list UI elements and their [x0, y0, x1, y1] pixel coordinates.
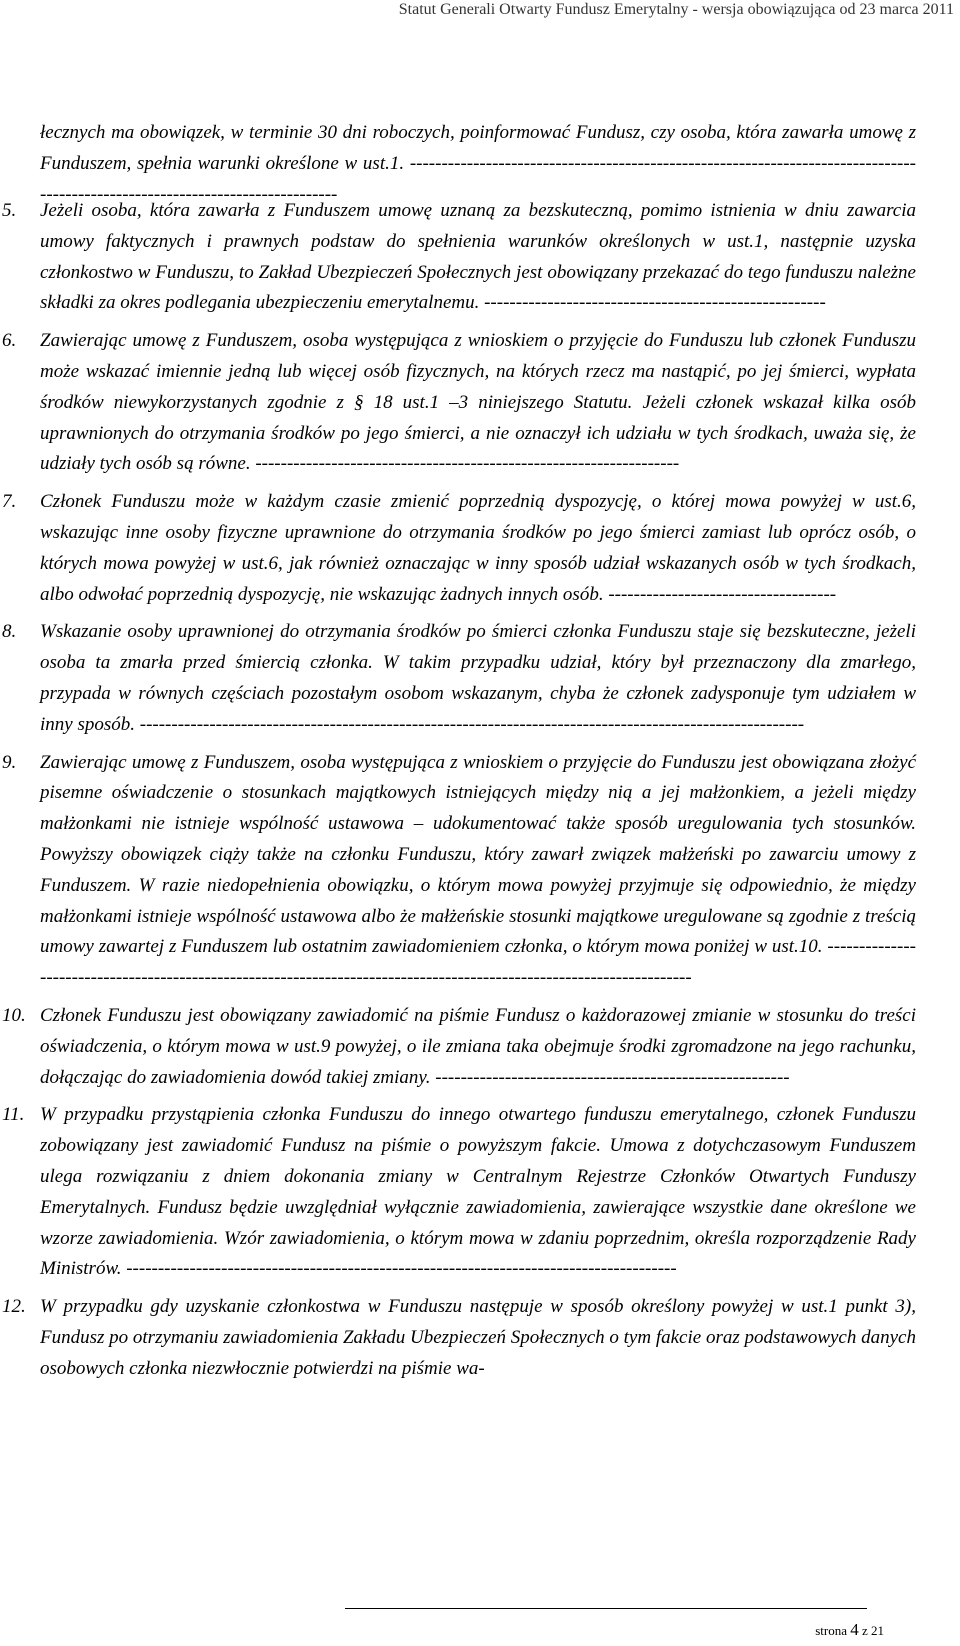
paragraph-7	[2, 487, 916, 610]
paragraph-text: Jeżeli osoba, która zawarła z Funduszem umowę uznaną za bezskuteczną, pomimo istnienia w dniu zawarcia umowy faktycznych i prawnych podstaw do spełnienia warunków określonych w ust.1, następnie uzyska członkostwo w Funduszu, to Zakład Ubezpieczeń Społecznych jest obowiązany przekazać do tego funduszu należne składki za okres podlegania ubezpieczeniu emerytalnemu. ------------------------------------------------------	[40, 200, 916, 314]
page-number	[815, 1620, 884, 1640]
paragraph-number: 8.	[2, 621, 17, 643]
paragraph-text: Członek Funduszu jest obowiązany zawiadomić na piśmie Fundusz o każdorazowej zmianie w stosunku do treści oświadczenia, o którym mowa w ust.9 powyżej, o ile zmiana taka obejmuje środki zgromadzone na jego rachunku, dołączając do zawiadomienia dowód takiej zmiany. --------------------------------------------------------	[40, 1004, 916, 1088]
paragraph-6	[2, 326, 916, 480]
intro-paragraph: łecznych ma obowiązek, w terminie 30 dni roboczych, poinformować Fundusz, czy osoba, która zawarła umowę z Funduszem, spełnia warunki określone w ust.1. -------------------------------------------------------------------------------------------------------------------------------	[40, 122, 916, 205]
paragraph-number: 6.	[2, 330, 17, 352]
paragraph-5	[2, 196, 916, 319]
paragraph-number: 10.	[2, 1004, 26, 1026]
numbered-paragraph-list	[0, 196, 960, 1391]
page-suffix: z 21	[861, 1623, 884, 1638]
footer-divider	[345, 1608, 867, 1609]
paragraph-number: 7.	[2, 491, 17, 513]
paragraph-12	[2, 1292, 916, 1384]
document-header: Statut Generali Otwarty Fundusz Emerytalny - wersja obowiązująca od 23 marca 2011	[398, 1, 954, 18]
paragraph-text: Członek Funduszu może w każdym czasie zmienić poprzednią dyspozycję, o której mowa powyżej w ust.6, wskazując inne osoby fizyczne uprawnione do otrzymania środków po jego śmierci zamiast lub oprócz osób, o których mowa powyżej w ust.6, jak również oznaczając w inny sposób udział wskazanych osób w tych środkach, albo odwołać poprzednią dyspozycję, nie wskazując żadnych innych osób. ------------------------------------	[40, 491, 916, 605]
paragraph-text: Zawierając umowę z Funduszem, osoba występująca z wnioskiem o przyjęcie do Funduszu lub członek Funduszu może wskazać imiennie jedną lub więcej osób fizycznych, na których rzecz ma nastąpić, po jej śmierci, wypłata środków niewykorzystanych zgodnie z § 18 ust.1 –3 niniejszego Statutu. Jeżeli członek wskazał kilka osób uprawnionych do otrzymania środków po jego śmierci, a nie oznaczył ich udziału w tych środkach, uważa się, że udziały tych osób są równe. -------------------------------------------------------------------	[40, 330, 916, 475]
paragraph-number: 12.	[2, 1296, 26, 1318]
paragraph-9	[2, 748, 916, 994]
paragraph-text: Zawierając umowę z Funduszem, osoba występująca z wnioskiem o przyjęcie do Funduszu jest obowiązana złożyć pisemne oświadczenie o stosunkach majątkowych istniejących między nią a jej małżonkiem, a jeżeli między małżonkami nie istnieje wspólność ustawowa – udokumentować także sposób uregulowania tych stosunków. Powyższy obowiązek ciąży także na członku Funduszu, który zawarł związek małżeński po zawarciu umowy z Funduszem. W razie niedopełnienia obowiązku, o którym mowa powyżej przyjmuje się odpowiednio, że między małżonkami istnieje wspólność ustawowa albo że małżeńskie stosunki majątkowe uregulowane są zgodnie z treścią umowy zawartej z Funduszem lub ostatnim zawiadomieniem członka, o którym mowa poniżej w ust.10. ---------------------------------------------------------------------------------------------------------------------	[40, 751, 916, 989]
paragraph-8	[2, 617, 916, 740]
paragraph-number: 9.	[2, 751, 17, 773]
paragraph-text: Wskazanie osoby uprawnionej do otrzymania środków po śmierci członka Funduszu staje się bezskuteczne, jeżeli osoba ta zmarła przed śmiercią członka. W takim przypadku udział, który był przeznaczony dla zmarłego, przypada w równych częściach pozostałym osobom wskazanym, chyba że członek zadysponuje tym udziałem w inny sposób. ---------------------------------------------------------------------------------------------------------	[40, 621, 916, 735]
paragraph-number: 11.	[2, 1104, 25, 1126]
paragraph-text: W przypadku gdy uzyskanie członkostwa w Funduszu następuje w sposób określony powyżej w ust.1 punkt 3), Fundusz po otrzymaniu zawiadomienia Zakładu Ubezpieczeń Społecznych o tym fakcie oraz podstawowych danych osobowych członka niezwłocznie potwierdzi na piśmie wa-	[40, 1296, 916, 1379]
paragraph-10	[2, 1001, 916, 1093]
page-prefix: strona	[815, 1623, 847, 1638]
paragraph-11	[2, 1100, 916, 1285]
paragraph-text: W przypadku przystąpienia członka Funduszu do innego otwartego funduszu emerytalnego, członek Funduszu zobowiązany jest zawiadomić Fundusz na piśmie o powyższym fakcie. Umowa z dotychczasowym Funduszem ulega rozwiązaniu z dniem dokonania zmiany w Centralnym Rejestrze Członków Otwartych Funduszy Emerytalnych. Fundusz będzie uwzględniał wyłącznie zawiadomienia, zawierające wszystkie dane określone we wzorze zawiadomienia. Wzór zawiadomienia, o którym mowa w zdaniu poprzednim, określa rozporządzenie Rady Ministrów. ---------------------------------------------------------------------------------------	[40, 1104, 916, 1280]
page-current: 4	[850, 1620, 859, 1639]
paragraph-number: 5.	[2, 200, 17, 221]
